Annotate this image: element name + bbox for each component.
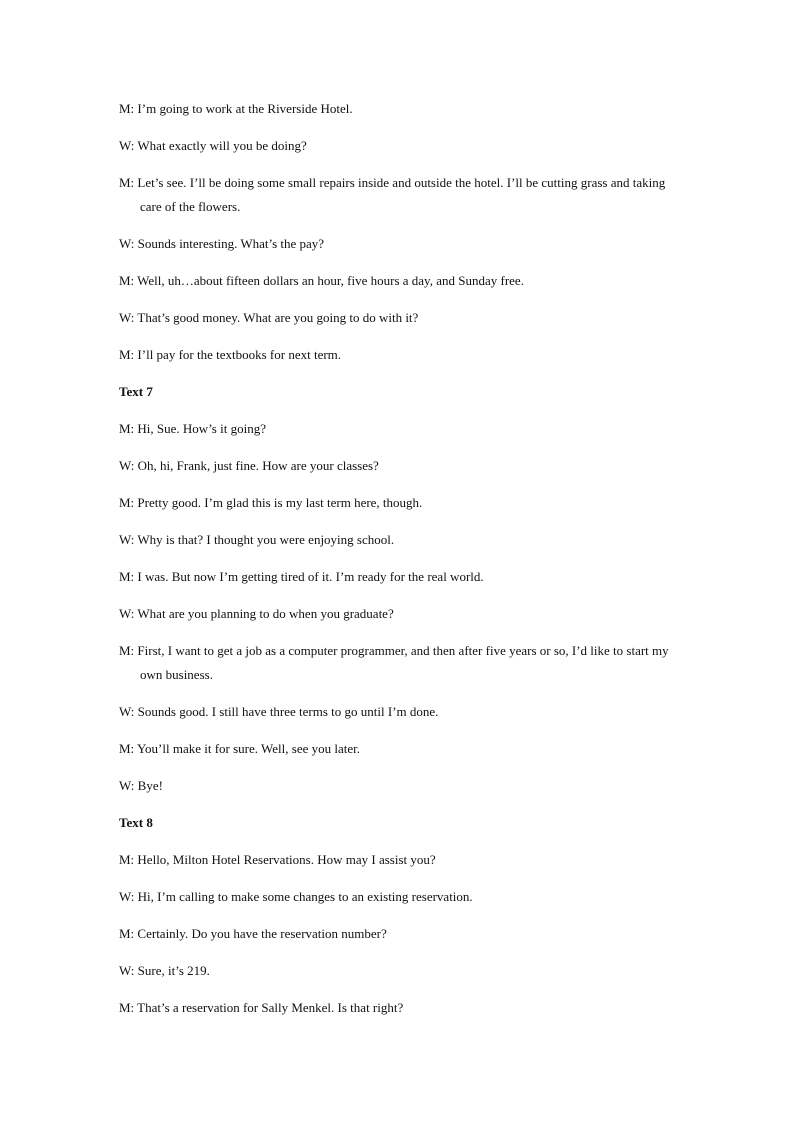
dialogue-line: M: You’ll make it for sure. Well, see you later. <box>119 741 360 756</box>
dialogue-line: W: Oh, hi, Frank, just fine. How are your classes? <box>119 458 379 473</box>
dialogue-line: M: Hi, Sue. How’s it going? <box>119 421 266 436</box>
dialogue-line: M: That’s a reservation for Sally Menkel. Is that right? <box>119 1000 404 1015</box>
dialogue-line: M: Certainly. Do you have the reservation number? <box>119 926 387 941</box>
dialogue-line: W: Why is that? I thought you were enjoying school. <box>119 532 395 547</box>
dialogue-line: W: Sure, it’s 219. <box>119 963 210 978</box>
transcript-body <box>119 97 679 1033</box>
dialogue-line: W: Sounds interesting. What’s the pay? <box>119 236 325 251</box>
dialogue-line: M: Let’s see. I’ll be doing some small repairs inside and outside the hotel. I’ll be cutting grass and taking care of the flowers. <box>119 175 666 214</box>
dialogue-line: M: First, I want to get a job as a computer programmer, and then after five years or so, I’d like to start my own business. <box>119 643 669 682</box>
dialogue-line: W: Hi, I’m calling to make some changes to an existing reservation. <box>119 889 473 904</box>
dialogue-line: W: That’s good money. What are you going to do with it? <box>119 310 419 325</box>
dialogue-line: W: What exactly will you be doing? <box>119 138 307 153</box>
dialogue-line: W: Bye! <box>119 778 163 793</box>
section-heading-text-8: Text 8 <box>119 815 153 830</box>
section-heading-text-7: Text 7 <box>119 384 153 399</box>
dialogue-line: M: I’m going to work at the Riverside Hotel. <box>119 101 353 116</box>
dialogue-line: M: I was. But now I’m getting tired of it. I’m ready for the real world. <box>119 569 484 584</box>
dialogue-line: M: Hello, Milton Hotel Reservations. How may I assist you? <box>119 852 436 867</box>
dialogue-line: W: What are you planning to do when you graduate? <box>119 606 394 621</box>
dialogue-line: M: Well, uh…about fifteen dollars an hour, five hours a day, and Sunday free. <box>119 273 524 288</box>
dialogue-line: M: I’ll pay for the textbooks for next term. <box>119 347 342 362</box>
dialogue-line: M: Pretty good. I’m glad this is my last term here, though. <box>119 495 423 510</box>
dialogue-line: W: Sounds good. I still have three terms to go until I’m done. <box>119 704 439 719</box>
